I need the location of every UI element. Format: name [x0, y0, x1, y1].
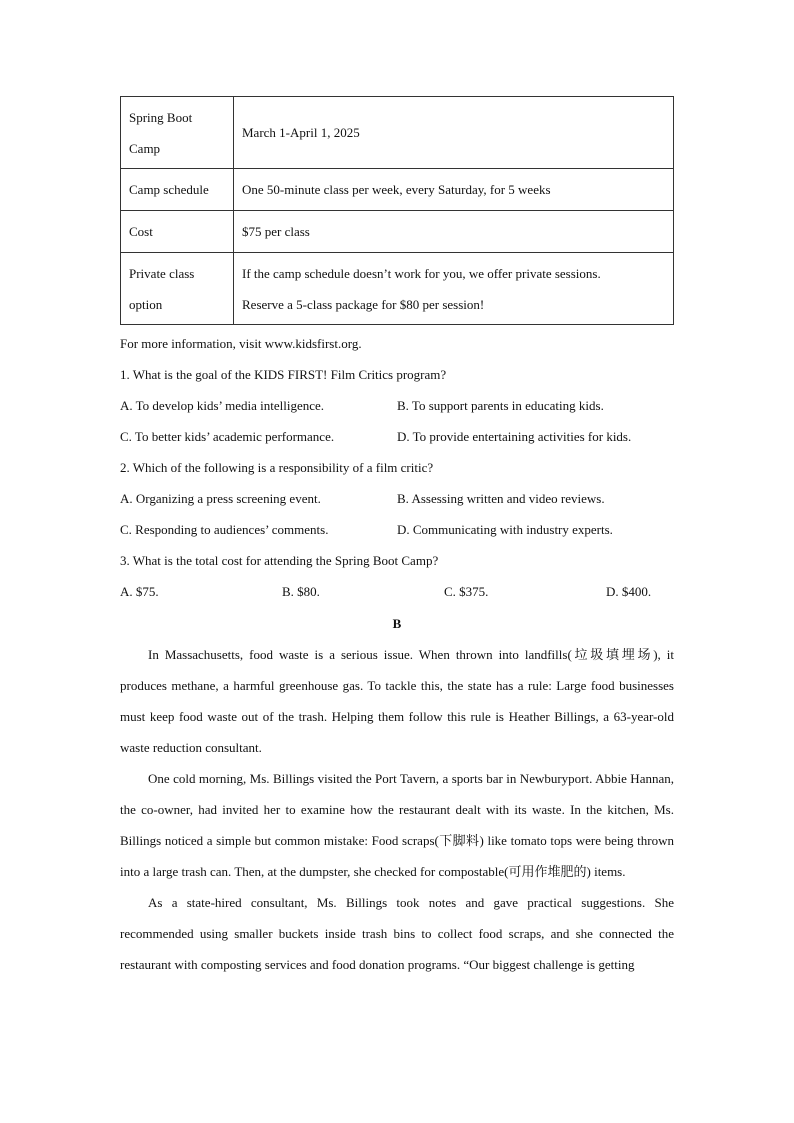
passage-paragraph: One cold morning, Ms. Billings visited the Port Tavern, a sports bar in Newburyport. Abbie Hannan, the co-owner, had invited her to examine how the restaurant dealt with its waste. In the kitchen, Ms. Billings noticed a simple but common mistake: Food scraps(下脚料) like tomato tops were being thrown into a large trash can. Then, at the dumpster, she checked for compostable(可用作堆肥的) items.	[120, 771, 674, 879]
row-label: Camp schedule	[121, 169, 234, 211]
option-d: D. $400.	[606, 584, 652, 599]
row-value: If the camp schedule doesn’t work for you, we offer private sessions. Reserve a 5-class package for $80 per session!	[234, 253, 674, 325]
camp-info-table	[120, 96, 674, 325]
table-row	[121, 169, 674, 211]
option-b: B. To support parents in educating kids.	[397, 398, 604, 413]
row-label: Spring Boot Camp	[121, 97, 234, 169]
option-c: C. $375.	[444, 584, 489, 599]
option-d: D. Communicating with industry experts.	[397, 522, 613, 537]
table-row	[121, 211, 674, 253]
question-1	[120, 359, 674, 452]
table-row	[121, 253, 674, 325]
question-stem: 2. Which of the following is a responsibility of a film critic?	[120, 460, 434, 475]
row-value: One 50-minute class per week, every Saturday, for 5 weeks	[234, 169, 674, 211]
question-stem: 1. What is the goal of the KIDS FIRST! Film Critics program?	[120, 367, 447, 382]
passage-paragraph: As a state-hired consultant, Ms. Billings took notes and gave practical suggestions. She recommended using smaller buckets inside trash bins to collect food scraps, and she connected the restaurant with composting services and food donation programs. “Our biggest challenge is getting	[120, 895, 674, 972]
more-info-text: For more information, visit www.kidsfirst.org.	[120, 336, 362, 351]
option-c: C. To better kids’ academic performance.	[120, 429, 335, 444]
option-d: D. To provide entertaining activities for kids.	[397, 429, 632, 444]
question-2	[120, 452, 674, 545]
option-c: C. Responding to audiences’ comments.	[120, 522, 329, 537]
option-a: A. To develop kids’ media intelligence.	[120, 398, 325, 413]
row-value: March 1-April 1, 2025	[234, 97, 674, 169]
option-b: B. Assessing written and video reviews.	[397, 491, 605, 506]
question-3	[120, 545, 674, 607]
passage-paragraph: In Massachusetts, food waste is a serious issue. When thrown into landfills(垃圾填埋场), it produces methane, a harmful greenhouse gas. To tackle this, the state has a rule: Large food businesses must keep food waste out of the trash. Helping them follow this rule is Heather Billings, a 63-year-old waste reduction consultant.	[120, 647, 674, 755]
question-stem: 3. What is the total cost for attending the Spring Boot Camp?	[120, 553, 439, 568]
table-row	[121, 97, 674, 169]
row-value: $75 per class	[234, 211, 674, 253]
row-label: Private class option	[121, 253, 234, 325]
row-label: Cost	[121, 211, 234, 253]
document-page	[120, 96, 674, 980]
option-a: A. $75.	[120, 584, 159, 599]
option-a: A. Organizing a press screening event.	[120, 491, 321, 506]
option-b: B. $80.	[282, 584, 320, 599]
section-heading: B	[392, 616, 402, 631]
